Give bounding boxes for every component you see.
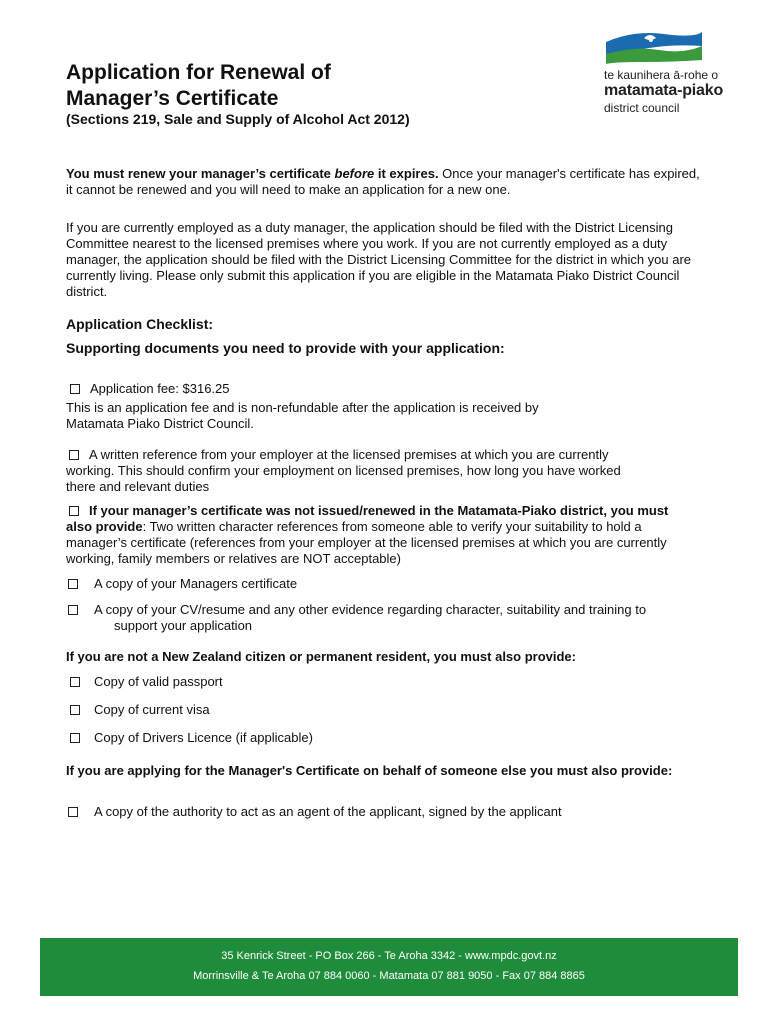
logo-text-line-3: district council	[604, 101, 680, 115]
fee-label: Application fee: $316.25	[90, 381, 230, 396]
checkbox[interactable]	[68, 605, 78, 615]
agent-heading: If you are applying for the Manager's Certificate on behalf of someone else you must also provide:	[66, 763, 673, 778]
checklist-heading: Application Checklist:	[66, 316, 214, 332]
not-issued-item	[66, 503, 696, 567]
checkbox[interactable]	[70, 733, 80, 743]
checkbox[interactable]	[70, 677, 80, 687]
footer-bar	[40, 938, 738, 996]
logo-mark-icon	[604, 28, 704, 68]
not-issued-rest: : Two written character references from someone able to verify your suitability to hold a manager’s certificate (references from your employer at the licensed premises at which you are currently working, family members or relatives are NOT acceptable)	[66, 519, 667, 566]
cv-text-line-2: support your application	[114, 618, 253, 633]
logo-text-line-1: te kaunihera ā-rohe o	[604, 68, 719, 82]
checkbox[interactable]	[69, 450, 79, 460]
non-resident-item	[66, 730, 720, 746]
drivers-licence-text: Copy of Drivers Licence (if applicable)	[94, 730, 313, 745]
fee-item	[66, 381, 720, 397]
checkbox[interactable]	[68, 807, 78, 817]
intro-bold-end: it expires.	[374, 166, 439, 181]
agent-text: A copy of the authority to act as an agent of the applicant, signed by the applicant	[94, 804, 562, 819]
filing-paragraph: If you are currently employed as a duty manager, the application should be filed with the District Licensing Committee nearest to the licensed premises where you work. If you are not currently employed as a duty manager, the application should be filed with the District Licensing Committee for the district in which you are currently living. Please only submit this application if you are eligible in the Matamata Piako District Council district.	[66, 220, 692, 299]
checklist-subheading: Supporting documents you need to provide with your application:	[66, 340, 505, 356]
title-line-2: Manager’s Certificate	[66, 87, 279, 110]
intro-bold-start: You must renew your manager’s certificate	[66, 166, 335, 181]
not-issued-bold: If your manager’s certificate was not issued/renewed in the Matamata-Piako district, you must also provide	[66, 503, 669, 534]
council-logo	[600, 28, 745, 120]
checkbox[interactable]	[69, 506, 79, 516]
agent-item	[66, 804, 718, 820]
footer-address: 35 Kenrick Street - PO Box 266 - Te Aroha 3342 - www.mpdc.govt.nz	[221, 950, 557, 962]
passport-text: Copy of valid passport	[94, 674, 223, 689]
title-line-1: Application for Renewal of	[66, 61, 331, 84]
non-resident-item	[66, 674, 720, 690]
employer-reference-text: A written reference from your employer at the licensed premises at which you are currently working. This should confirm your employment on licensed premises, how long you have worked there and relevant duties	[66, 447, 621, 494]
cv-item	[66, 602, 718, 634]
logo-text-line-2: matamata-piako	[604, 82, 724, 99]
copy-certificate-text: A copy of your Managers certificate	[94, 576, 298, 591]
footer-phone: Morrinsville & Te Aroha 07 884 0060 - Matamata 07 881 9050 - Fax 07 884 8865	[193, 970, 585, 982]
fee-note: This is an application fee and is non-refundable after the application is received by Matamata Piako District Council.	[66, 400, 539, 431]
copy-certificate-item	[66, 576, 718, 592]
checkbox[interactable]	[70, 384, 80, 394]
intro-rest: Once your manager's certificate has expired, it cannot be renewed and you will need to make an application for a new one.	[66, 166, 700, 197]
cv-text-line-1: A copy of your CV/resume and any other evidence regarding character, suitability and training to	[94, 602, 647, 617]
visa-text: Copy of current visa	[94, 702, 210, 717]
intro-paragraph	[66, 166, 706, 198]
employer-reference-item	[66, 447, 626, 495]
checkbox[interactable]	[68, 579, 78, 589]
page-subtitle: (Sections 219, Sale and Supply of Alcohol Act 2012)	[66, 111, 410, 127]
page-title	[66, 60, 331, 112]
checkbox[interactable]	[70, 705, 80, 715]
non-resident-item	[66, 702, 720, 718]
non-resident-heading: If you are not a New Zealand citizen or permanent resident, you must also provide:	[66, 649, 576, 664]
intro-bold-italic: before	[334, 166, 375, 181]
